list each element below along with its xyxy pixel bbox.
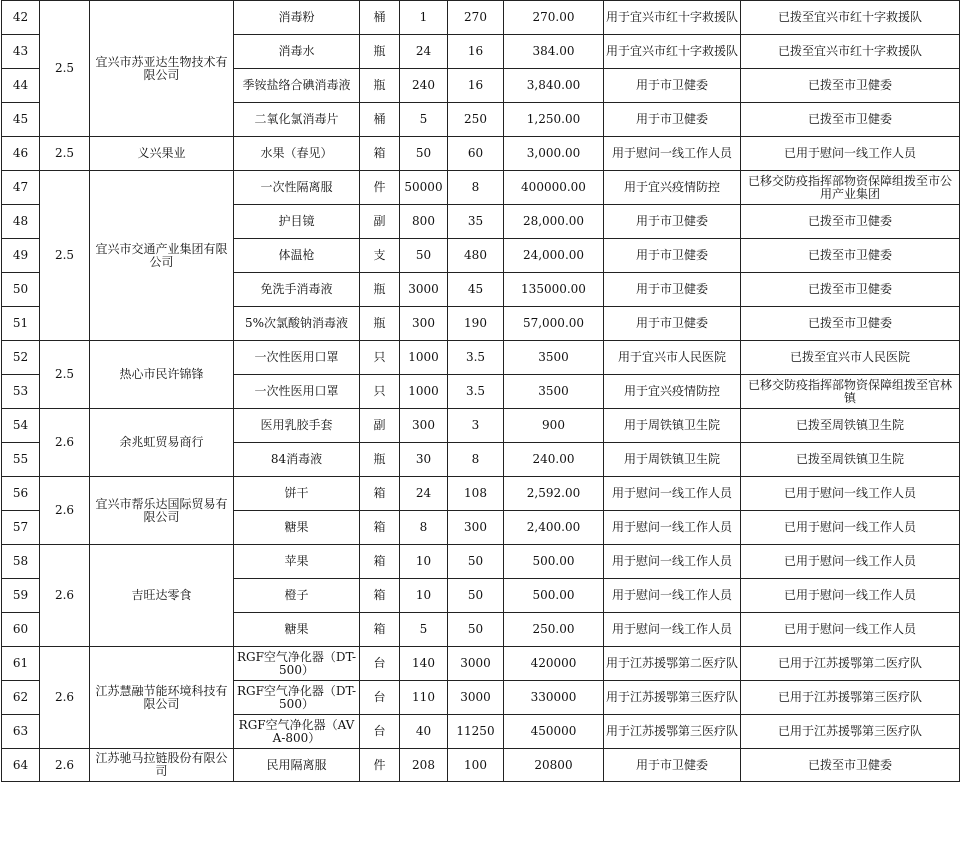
status-cell: 已移交防疫指挥部物资保障组拨至官林镇 [741, 375, 960, 409]
status-cell: 已拨至宜兴市红十字救援队 [741, 35, 960, 69]
item-name-cell: 糖果 [234, 511, 360, 545]
status-cell: 已拨至市卫健委 [741, 205, 960, 239]
unit-price-cell: 35 [448, 205, 504, 239]
row-number-cell: 57 [2, 511, 40, 545]
quantity-cell: 300 [400, 409, 448, 443]
donor-name-cell: 热心市民许锦锋 [90, 341, 234, 409]
unit-price-cell: 3000 [448, 681, 504, 715]
unit-cell: 桶 [360, 1, 400, 35]
unit-price-cell: 45 [448, 273, 504, 307]
amount-cell: 450000 [504, 715, 604, 749]
status-cell: 已拨至周铁镇卫生院 [741, 443, 960, 477]
unit-cell: 只 [360, 341, 400, 375]
purpose-cell: 用于市卫健委 [604, 69, 741, 103]
quantity-cell: 50 [400, 239, 448, 273]
status-cell: 已拨至周铁镇卫生院 [741, 409, 960, 443]
purpose-cell: 用于周铁镇卫生院 [604, 409, 741, 443]
quantity-cell: 5 [400, 103, 448, 137]
row-number-cell: 58 [2, 545, 40, 579]
row-number-cell: 50 [2, 273, 40, 307]
unit-price-cell: 16 [448, 69, 504, 103]
amount-cell: 1,250.00 [504, 103, 604, 137]
unit-cell: 件 [360, 171, 400, 205]
unit-cell: 瓶 [360, 35, 400, 69]
unit-price-cell: 3.5 [448, 375, 504, 409]
unit-price-cell: 3 [448, 409, 504, 443]
amount-cell: 500.00 [504, 545, 604, 579]
row-number-cell: 53 [2, 375, 40, 409]
donation-date-cell: 2.6 [40, 647, 90, 749]
unit-cell: 瓶 [360, 273, 400, 307]
purpose-cell: 用于市卫健委 [604, 205, 741, 239]
unit-cell: 台 [360, 715, 400, 749]
donor-name-cell: 余兆虹贸易商行 [90, 409, 234, 477]
purpose-cell: 用于宜兴市红十字救援队 [604, 1, 741, 35]
item-name-cell: 体温枪 [234, 239, 360, 273]
item-name-cell: 橙子 [234, 579, 360, 613]
item-name-cell: 糖果 [234, 613, 360, 647]
donor-name-cell: 江苏慧融节能环境科技有限公司 [90, 647, 234, 749]
donor-name-cell: 宜兴市交通产业集团有限公司 [90, 171, 234, 341]
unit-price-cell: 16 [448, 35, 504, 69]
unit-cell: 箱 [360, 137, 400, 171]
item-name-cell: 一次性医用口罩 [234, 375, 360, 409]
row-number-cell: 45 [2, 103, 40, 137]
unit-cell: 瓶 [360, 69, 400, 103]
unit-cell: 台 [360, 681, 400, 715]
item-name-cell: RGF空气净化器（DT-500） [234, 647, 360, 681]
amount-cell: 20800 [504, 749, 604, 782]
item-name-cell: 消毒粉 [234, 1, 360, 35]
status-cell: 已拨至市卫健委 [741, 749, 960, 782]
table-row [2, 749, 960, 782]
donor-name-cell: 义兴果业 [90, 137, 234, 171]
item-name-cell: 一次性医用口罩 [234, 341, 360, 375]
quantity-cell: 24 [400, 35, 448, 69]
status-cell: 已用于慰问一线工作人员 [741, 137, 960, 171]
donation-date-cell: 2.5 [40, 341, 90, 409]
status-cell: 已用于慰问一线工作人员 [741, 579, 960, 613]
status-cell: 已用于慰问一线工作人员 [741, 511, 960, 545]
quantity-cell: 24 [400, 477, 448, 511]
unit-cell: 只 [360, 375, 400, 409]
amount-cell: 3,840.00 [504, 69, 604, 103]
amount-cell: 500.00 [504, 579, 604, 613]
unit-price-cell: 8 [448, 171, 504, 205]
amount-cell: 2,592.00 [504, 477, 604, 511]
donation-date-cell: 2.5 [40, 171, 90, 341]
item-name-cell: 医用乳胶手套 [234, 409, 360, 443]
row-number-cell: 46 [2, 137, 40, 171]
status-cell: 已拨至宜兴市人民医院 [741, 341, 960, 375]
unit-price-cell: 50 [448, 545, 504, 579]
purpose-cell: 用于宜兴市红十字救援队 [604, 35, 741, 69]
row-number-cell: 42 [2, 1, 40, 35]
purpose-cell: 用于市卫健委 [604, 307, 741, 341]
donation-date-cell: 2.6 [40, 749, 90, 782]
unit-price-cell: 190 [448, 307, 504, 341]
status-cell: 已拨至宜兴市红十字救援队 [741, 1, 960, 35]
item-name-cell: 水果（春见） [234, 137, 360, 171]
table-row [2, 137, 960, 171]
unit-cell: 桶 [360, 103, 400, 137]
purpose-cell: 用于慰问一线工作人员 [604, 511, 741, 545]
quantity-cell: 8 [400, 511, 448, 545]
status-cell: 已拨至市卫健委 [741, 307, 960, 341]
item-name-cell: 苹果 [234, 545, 360, 579]
donor-name-cell: 江苏驰马拉链股份有限公司 [90, 749, 234, 782]
unit-price-cell: 8 [448, 443, 504, 477]
table-row [2, 171, 960, 205]
purpose-cell: 用于江苏援鄂第三医疗队 [604, 681, 741, 715]
unit-cell: 支 [360, 239, 400, 273]
item-name-cell: RGF空气净化器（AVA-800） [234, 715, 360, 749]
unit-cell: 箱 [360, 545, 400, 579]
row-number-cell: 64 [2, 749, 40, 782]
table-row [2, 341, 960, 375]
quantity-cell: 110 [400, 681, 448, 715]
purpose-cell: 用于周铁镇卫生院 [604, 443, 741, 477]
purpose-cell: 用于市卫健委 [604, 239, 741, 273]
amount-cell: 2,400.00 [504, 511, 604, 545]
amount-cell: 3500 [504, 341, 604, 375]
unit-cell: 副 [360, 205, 400, 239]
quantity-cell: 1000 [400, 375, 448, 409]
quantity-cell: 30 [400, 443, 448, 477]
unit-price-cell: 11250 [448, 715, 504, 749]
quantity-cell: 10 [400, 579, 448, 613]
row-number-cell: 49 [2, 239, 40, 273]
purpose-cell: 用于慰问一线工作人员 [604, 579, 741, 613]
item-name-cell: 季铵盐络合碘消毒液 [234, 69, 360, 103]
unit-price-cell: 50 [448, 579, 504, 613]
purpose-cell: 用于慰问一线工作人员 [604, 477, 741, 511]
unit-price-cell: 3000 [448, 647, 504, 681]
row-number-cell: 62 [2, 681, 40, 715]
row-number-cell: 47 [2, 171, 40, 205]
purpose-cell: 用于宜兴市人民医院 [604, 341, 741, 375]
row-number-cell: 55 [2, 443, 40, 477]
row-number-cell: 60 [2, 613, 40, 647]
status-cell: 已拨至市卫健委 [741, 69, 960, 103]
quantity-cell: 50 [400, 137, 448, 171]
item-name-cell: 免洗手消毒液 [234, 273, 360, 307]
donor-name-cell: 吉旺达零食 [90, 545, 234, 647]
unit-cell: 件 [360, 749, 400, 782]
donation-date-cell: 2.6 [40, 477, 90, 545]
status-cell: 已用于江苏援鄂第二医疗队 [741, 647, 960, 681]
item-name-cell: 84消毒液 [234, 443, 360, 477]
unit-price-cell: 108 [448, 477, 504, 511]
purpose-cell: 用于慰问一线工作人员 [604, 613, 741, 647]
quantity-cell: 140 [400, 647, 448, 681]
row-number-cell: 59 [2, 579, 40, 613]
donation-date-cell: 2.6 [40, 409, 90, 477]
row-number-cell: 48 [2, 205, 40, 239]
purpose-cell: 用于市卫健委 [604, 749, 741, 782]
donor-name-cell: 宜兴市帮乐达国际贸易有限公司 [90, 477, 234, 545]
row-number-cell: 54 [2, 409, 40, 443]
amount-cell: 250.00 [504, 613, 604, 647]
quantity-cell: 800 [400, 205, 448, 239]
donor-name-cell: 宜兴市苏亚达生物技术有限公司 [90, 1, 234, 137]
quantity-cell: 50000 [400, 171, 448, 205]
amount-cell: 330000 [504, 681, 604, 715]
item-name-cell: 二氧化氯消毒片 [234, 103, 360, 137]
amount-cell: 420000 [504, 647, 604, 681]
unit-cell: 瓶 [360, 443, 400, 477]
amount-cell: 400000.00 [504, 171, 604, 205]
quantity-cell: 3000 [400, 273, 448, 307]
amount-cell: 57,000.00 [504, 307, 604, 341]
row-number-cell: 56 [2, 477, 40, 511]
quantity-cell: 10 [400, 545, 448, 579]
ledger-body [2, 1, 960, 782]
quantity-cell: 5 [400, 613, 448, 647]
status-cell: 已用于慰问一线工作人员 [741, 613, 960, 647]
item-name-cell: 一次性隔离服 [234, 171, 360, 205]
status-cell: 已用于江苏援鄂第三医疗队 [741, 681, 960, 715]
amount-cell: 240.00 [504, 443, 604, 477]
unit-cell: 箱 [360, 477, 400, 511]
row-number-cell: 44 [2, 69, 40, 103]
amount-cell: 3,000.00 [504, 137, 604, 171]
purpose-cell: 用于宜兴疫情防控 [604, 171, 741, 205]
unit-price-cell: 100 [448, 749, 504, 782]
row-number-cell: 52 [2, 341, 40, 375]
purpose-cell: 用于市卫健委 [604, 103, 741, 137]
amount-cell: 3500 [504, 375, 604, 409]
purpose-cell: 用于宜兴疫情防控 [604, 375, 741, 409]
purpose-cell: 用于市卫健委 [604, 273, 741, 307]
table-row [2, 545, 960, 579]
row-number-cell: 61 [2, 647, 40, 681]
amount-cell: 24,000.00 [504, 239, 604, 273]
quantity-cell: 40 [400, 715, 448, 749]
item-name-cell: RGF空气净化器（DT-500） [234, 681, 360, 715]
donation-date-cell: 2.6 [40, 545, 90, 647]
purpose-cell: 用于慰问一线工作人员 [604, 545, 741, 579]
donation-date-cell: 2.5 [40, 1, 90, 137]
unit-price-cell: 300 [448, 511, 504, 545]
table-row [2, 477, 960, 511]
status-cell: 已用于江苏援鄂第三医疗队 [741, 715, 960, 749]
purpose-cell: 用于江苏援鄂第三医疗队 [604, 715, 741, 749]
quantity-cell: 300 [400, 307, 448, 341]
amount-cell: 900 [504, 409, 604, 443]
unit-price-cell: 3.5 [448, 341, 504, 375]
unit-price-cell: 250 [448, 103, 504, 137]
unit-cell: 副 [360, 409, 400, 443]
unit-price-cell: 60 [448, 137, 504, 171]
table-row [2, 409, 960, 443]
amount-cell: 28,000.00 [504, 205, 604, 239]
donation-date-cell: 2.5 [40, 137, 90, 171]
unit-price-cell: 480 [448, 239, 504, 273]
amount-cell: 270.00 [504, 1, 604, 35]
unit-cell: 台 [360, 647, 400, 681]
purpose-cell: 用于慰问一线工作人员 [604, 137, 741, 171]
item-name-cell: 5%次氯酸钠消毒液 [234, 307, 360, 341]
item-name-cell: 民用隔离服 [234, 749, 360, 782]
status-cell: 已拨至市卫健委 [741, 103, 960, 137]
table-row [2, 647, 960, 681]
amount-cell: 384.00 [504, 35, 604, 69]
unit-cell: 箱 [360, 511, 400, 545]
unit-cell: 箱 [360, 613, 400, 647]
status-cell: 已用于慰问一线工作人员 [741, 477, 960, 511]
status-cell: 已用于慰问一线工作人员 [741, 545, 960, 579]
row-number-cell: 51 [2, 307, 40, 341]
amount-cell: 135000.00 [504, 273, 604, 307]
status-cell: 已拨至市卫健委 [741, 273, 960, 307]
status-cell: 已移交防疫指挥部物资保障组拨至市公用产业集团 [741, 171, 960, 205]
item-name-cell: 消毒水 [234, 35, 360, 69]
status-cell: 已拨至市卫健委 [741, 239, 960, 273]
item-name-cell: 饼干 [234, 477, 360, 511]
row-number-cell: 63 [2, 715, 40, 749]
unit-cell: 箱 [360, 579, 400, 613]
row-number-cell: 43 [2, 35, 40, 69]
table-row [2, 1, 960, 35]
unit-cell: 瓶 [360, 307, 400, 341]
quantity-cell: 1 [400, 1, 448, 35]
unit-price-cell: 270 [448, 1, 504, 35]
quantity-cell: 208 [400, 749, 448, 782]
purpose-cell: 用于江苏援鄂第二医疗队 [604, 647, 741, 681]
item-name-cell: 护目镜 [234, 205, 360, 239]
quantity-cell: 240 [400, 69, 448, 103]
donation-ledger-table [1, 0, 960, 782]
unit-price-cell: 50 [448, 613, 504, 647]
quantity-cell: 1000 [400, 341, 448, 375]
